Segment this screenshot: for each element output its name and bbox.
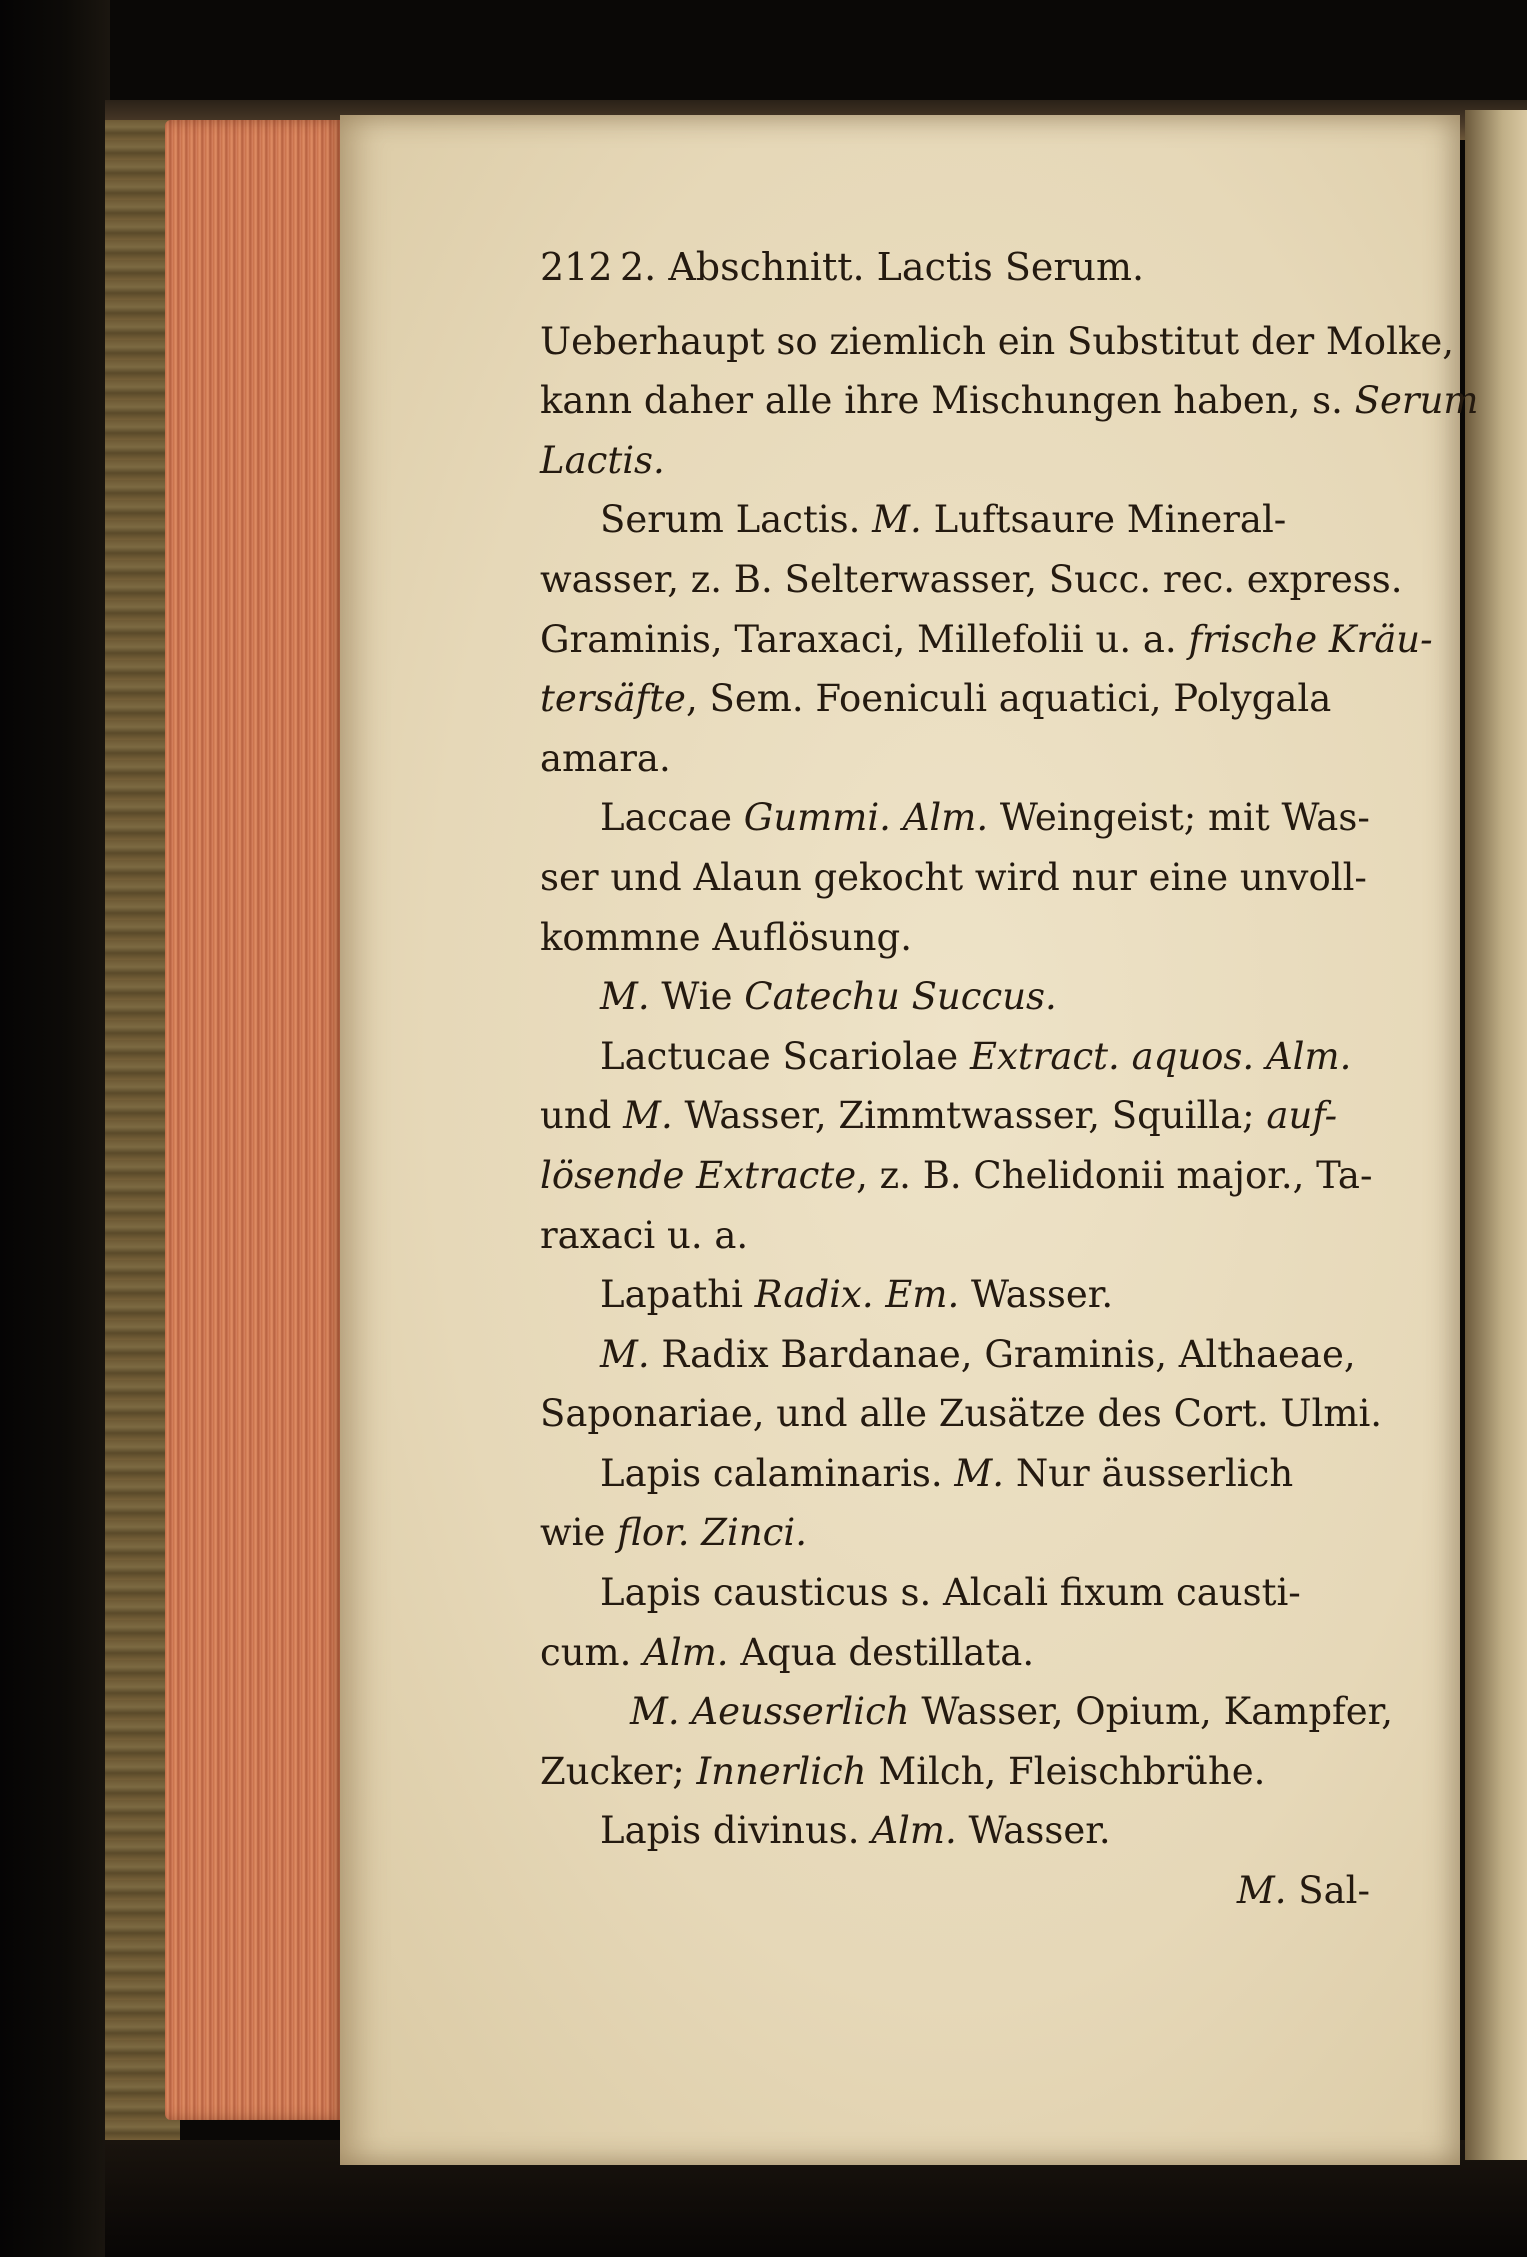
- text-span: Weingeist; mit Was-: [988, 796, 1370, 840]
- text-span: Wie: [649, 975, 745, 1019]
- italic-span: Serum: [1354, 379, 1479, 423]
- text-line: [540, 1325, 1370, 1385]
- text-span: ser und Alaun gekocht wird nur eine unvoll-: [540, 855, 1367, 899]
- text-span: cum.: [540, 1630, 644, 1674]
- text-line: [540, 312, 1454, 372]
- italic-span: M.: [600, 975, 650, 1019]
- text-line: [540, 1146, 1373, 1206]
- entry-lactucae: [540, 1027, 1370, 1087]
- running-head: 2. Abschnitt. Lactis Serum.: [620, 245, 1145, 289]
- italic-span: Extract. aquos.: [969, 1034, 1255, 1078]
- text-span: , z. B. Chelidonii major., Ta-: [856, 1153, 1373, 1197]
- entry-head: Lapathi: [600, 1273, 755, 1317]
- text-line: [540, 1503, 1370, 1563]
- italic-span: frische Kräu-: [1188, 617, 1433, 661]
- entry-head: Lapis divinus.: [600, 1809, 872, 1853]
- italic-span: Alm.: [871, 1809, 957, 1853]
- text-span: raxaci u. a.: [540, 1213, 749, 1257]
- text-line: [540, 431, 1370, 491]
- text-span: Radix Bardanae, Graminis, Althaeae,: [649, 1332, 1356, 1376]
- text-span: Wasser.: [959, 1273, 1114, 1317]
- text-line: [540, 1086, 1370, 1146]
- italic-span: lösende Extracte: [540, 1153, 857, 1197]
- text-span: wie: [540, 1511, 618, 1555]
- italic-span: Catechu Succus.: [744, 975, 1057, 1019]
- text-line: [540, 1682, 1394, 1742]
- text-line: [540, 610, 1433, 670]
- italic-span: M.: [872, 498, 922, 542]
- text-span: kommne Auflösung.: [540, 915, 912, 959]
- italic-span: Gummi. Alm.: [743, 796, 989, 840]
- italic-span: M.: [623, 1094, 673, 1138]
- entry-head: Lapis calaminaris.: [600, 1451, 955, 1495]
- text-span: Wasser, Opium, Kampfer,: [909, 1690, 1394, 1734]
- italic-span: Radix. Em.: [754, 1273, 960, 1317]
- text-line: [540, 729, 1370, 789]
- catchword: [540, 1861, 1370, 1921]
- text-span: Aqua destillata.: [728, 1630, 1035, 1674]
- entry-lapis-divinus: [540, 1801, 1370, 1861]
- italic-span: Innerlich: [696, 1749, 867, 1793]
- text-span: Graminis, Taraxaci, Millefolii u. a.: [540, 617, 1189, 661]
- text-line: [540, 1206, 1370, 1266]
- entry-head: Lapis causticus s. Alcali fixum causti-: [600, 1571, 1301, 1615]
- text-line: [540, 669, 1370, 729]
- italic-span: Alm.: [643, 1630, 729, 1674]
- text-span: kann daher alle ihre Mischungen haben, s.: [540, 379, 1355, 423]
- text-span: Wasser, Zimmtwasser, Squilla;: [672, 1094, 1267, 1138]
- entry-laccae: [540, 788, 1370, 848]
- italic-span: M.: [954, 1451, 1005, 1495]
- entry-lapathi: [540, 1265, 1370, 1325]
- entry-head: Lactucae Scariolae: [600, 1034, 970, 1078]
- text-span: wasser, z. B. Selterwasser, Succ. rec. express.: [540, 557, 1403, 601]
- italic-span: flor. Zinci.: [617, 1511, 807, 1555]
- text-span: Wasser.: [956, 1809, 1111, 1853]
- entry-head: Serum Lactis.: [600, 498, 873, 542]
- entry-head: Laccae: [600, 796, 744, 840]
- italic-span: M.: [1236, 1869, 1287, 1913]
- text-span: Sal-: [1286, 1869, 1370, 1913]
- page-number: 212: [540, 245, 613, 289]
- text-line: [540, 1623, 1370, 1683]
- text-line: [540, 1742, 1370, 1802]
- scan-background: [0, 0, 110, 2257]
- page-text: [540, 238, 1479, 1921]
- italic-span: tersäfte: [540, 677, 686, 721]
- italic-span: M. Aeusserlich: [630, 1690, 910, 1734]
- text-span: amara.: [540, 736, 671, 780]
- text-span: Nur äusserlich: [1004, 1451, 1294, 1495]
- page-edges: [165, 120, 345, 2120]
- text-span: Zucker;: [540, 1749, 697, 1793]
- italic-span: M.: [600, 1332, 650, 1376]
- entry-lapis-calaminaris: [540, 1444, 1370, 1504]
- text-line: [540, 1384, 1383, 1444]
- italic-span: auf-: [1266, 1094, 1338, 1138]
- italic-span: Alm.: [1265, 1034, 1352, 1078]
- text-span: und: [540, 1094, 624, 1138]
- text-line: [540, 908, 1370, 968]
- text-span: [1254, 1035, 1266, 1078]
- entry-lapis-causticus: [540, 1563, 1370, 1623]
- text-line: [540, 371, 1479, 431]
- text-span: Ueberhaupt so ziemlich ein Substitut der Molke,: [540, 319, 1454, 363]
- text-line: [540, 550, 1403, 610]
- text-line: [540, 967, 1370, 1027]
- text-span: , Sem. Foeniculi aquatici, Polygala: [685, 677, 1332, 721]
- text-span: Milch, Fleischbrühe.: [866, 1749, 1266, 1793]
- italic-span: Lactis.: [540, 438, 665, 482]
- text-line: [540, 848, 1370, 908]
- entry-serum-lactis: [540, 490, 1370, 550]
- running-header: [540, 238, 1370, 298]
- text-span: Luftsaure Mineral-: [921, 498, 1287, 542]
- text-span: Saponariae, und alle Zusätze des Cort. Ulmi.: [540, 1392, 1383, 1436]
